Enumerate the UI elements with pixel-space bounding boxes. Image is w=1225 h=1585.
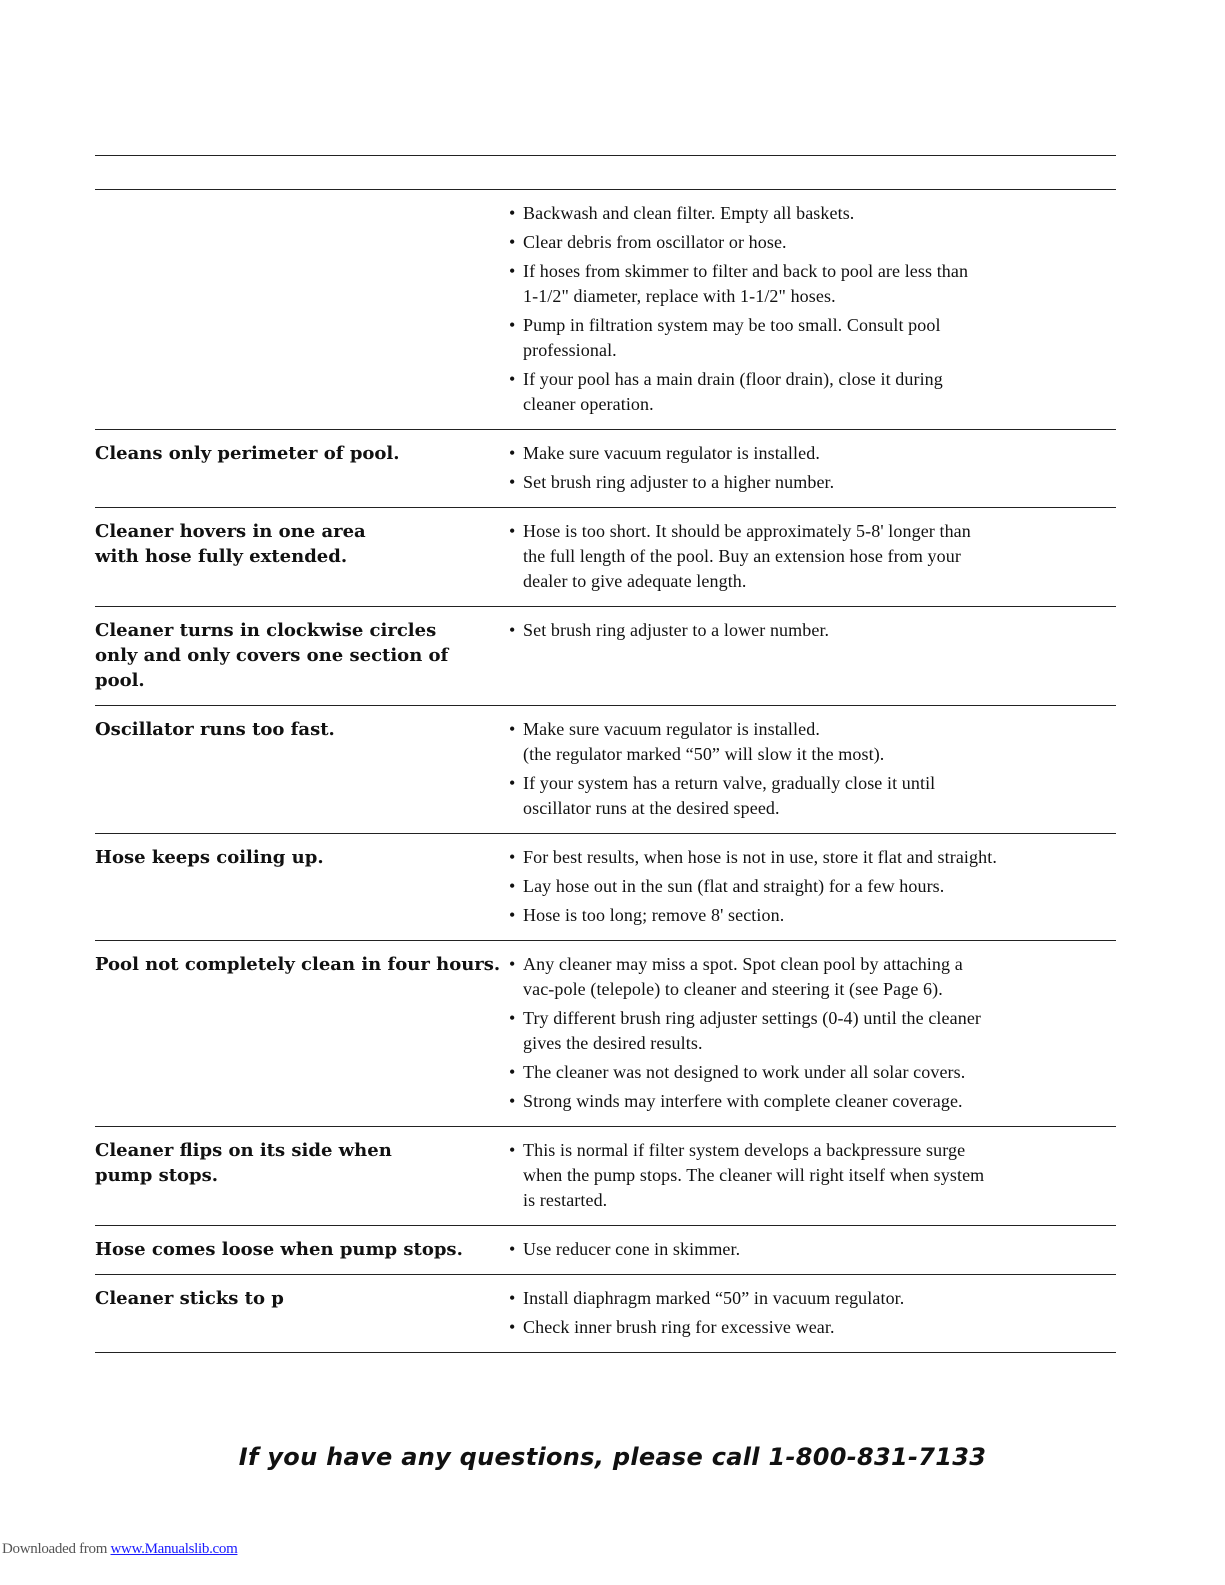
help-line-footer: If you have any questions, please call 1-800-831-7133 (238, 1443, 987, 1471)
solution-text: Pump in filtration system may be too small. Consult pool professional. (523, 315, 941, 360)
solution-text: Try different brush ring adjuster settings (0-4) until the cleaner gives the desired results. (523, 1008, 981, 1053)
solution-text: Lay hose out in the sun (flat and straight) for a few hours. (523, 876, 945, 896)
solution-text: Hose is too short. It should be approximately 5-8' longer than the full length of the pool. Buy an extension hose from your dealer to give adequate length. (523, 521, 971, 591)
bullet-icon: • (509, 847, 516, 867)
table-row (95, 508, 1116, 607)
solution-text: Backwash and clean filter. Empty all baskets. (523, 203, 855, 223)
problem-text: Cleaner flips on its side when pump stops. (95, 1140, 392, 1186)
solution-text: Check inner brush ring for excessive wear. (523, 1317, 835, 1337)
problem-text: Cleans only perimeter of pool. (95, 443, 400, 464)
bullet-icon: • (509, 1008, 516, 1028)
solution-item (507, 952, 1116, 1002)
bullet-icon: • (509, 472, 516, 492)
solution-text: Clear debris from oscillator or hose. (523, 232, 787, 252)
solution-text: This is normal if filter system develops a backpressure surge when the pump stops. The cleaner will right itself when system is restarted. (523, 1140, 985, 1210)
table-row (95, 1127, 1116, 1226)
solution-item (507, 313, 1116, 363)
solution-item (507, 874, 1116, 899)
problem-text: Oscillator runs too fast. (95, 719, 335, 740)
solution-text: The cleaner was not designed to work under all solar covers. (523, 1062, 966, 1082)
solution-item (507, 1060, 1116, 1085)
problem-text: Cleaner hovers in one area with hose fully extended. (95, 521, 366, 567)
solution-item (507, 1237, 1116, 1262)
solution-item (507, 1315, 1116, 1340)
solution-item (507, 618, 1116, 643)
bullet-icon: • (509, 1288, 516, 1308)
bullet-icon: • (509, 719, 516, 739)
bullet-icon: • (509, 1062, 516, 1082)
solution-list (507, 1237, 1116, 1262)
solution-item (507, 717, 1116, 767)
solution-text: Set brush ring adjuster to a higher number. (523, 472, 835, 492)
bullet-icon: • (509, 876, 516, 896)
bullet-icon: • (509, 905, 516, 925)
solution-item (507, 845, 1116, 870)
bullet-icon: • (509, 443, 516, 463)
solution-item (507, 1089, 1116, 1114)
problem-text: Hose keeps coiling up. (95, 847, 324, 868)
table-row (95, 190, 1116, 430)
solution-text: If your system has a return valve, gradually close it until oscillator runs at the desired speed. (523, 773, 936, 818)
solution-item (507, 1286, 1116, 1311)
solution-text: If your pool has a main drain (floor drain), close it during cleaner operation. (523, 369, 943, 414)
solution-text: Set brush ring adjuster to a lower number. (523, 620, 830, 640)
solution-list (507, 618, 1116, 693)
table-row (95, 706, 1116, 834)
table-row (95, 1275, 1116, 1353)
solution-item (507, 1006, 1116, 1056)
problem-text: Cleaner turns in clockwise circles only and only covers one section of pool. (95, 620, 449, 691)
download-source-note (2, 1541, 237, 1558)
table-row (95, 430, 1116, 508)
bullet-icon: • (509, 232, 516, 252)
solution-text: Use reducer cone in skimmer. (523, 1239, 741, 1259)
bullet-icon: • (509, 315, 516, 335)
bullet-icon: • (509, 203, 516, 223)
bullet-icon: • (509, 261, 516, 281)
problem-text: Cleaner sticks to p (95, 1288, 284, 1309)
table-row (95, 1226, 1116, 1275)
solution-item (507, 230, 1116, 255)
solution-list (507, 845, 1116, 928)
solution-list (507, 952, 1116, 1114)
solution-item (507, 903, 1116, 928)
table-row (95, 941, 1116, 1127)
solution-text: Strong winds may interfere with complete cleaner coverage. (523, 1091, 963, 1111)
download-prefix: Downloaded from (2, 1541, 111, 1557)
solution-item (507, 519, 1116, 594)
bullet-icon: • (509, 954, 516, 974)
problem-text: Hose comes loose when pump stops. (95, 1239, 463, 1260)
bullet-icon: • (509, 369, 516, 389)
solution-text: If hoses from skimmer to filter and back to pool are less than 1-1/2" diameter, replace with 1-1/2" hoses. (523, 261, 969, 306)
solution-list (507, 201, 1116, 417)
solution-item (507, 1138, 1116, 1213)
solution-text: Hose is too long; remove 8' section. (523, 905, 785, 925)
solution-list (507, 519, 1116, 594)
solution-item (507, 441, 1116, 466)
solution-list (507, 717, 1116, 821)
solution-text: Make sure vacuum regulator is installed. (the regulator marked “50” will slow it the most). (523, 719, 885, 764)
solution-item (507, 259, 1116, 309)
bullet-icon: • (509, 1091, 516, 1111)
solution-item (507, 470, 1116, 495)
solution-item (507, 771, 1116, 821)
solution-text: Any cleaner may miss a spot. Spot clean pool by attaching a vac-pole (telepole) to cleaner and steering it (see Page 6). (523, 954, 963, 999)
bullet-icon: • (509, 1140, 516, 1160)
bullet-icon: • (509, 773, 516, 793)
manualslib-link[interactable]: www.Manualslib.com (110, 1541, 238, 1557)
bullet-icon: • (509, 521, 516, 541)
solution-text: Install diaphragm marked “50” in vacuum regulator. (523, 1288, 905, 1308)
table-row (95, 834, 1116, 941)
solution-item (507, 367, 1116, 417)
solution-list (507, 1138, 1116, 1213)
solution-text: Make sure vacuum regulator is installed. (523, 443, 820, 463)
bullet-icon: • (509, 620, 516, 640)
solution-list (507, 441, 1116, 495)
problem-text: Pool not completely clean in four hours. (95, 954, 501, 975)
troubleshooting-page (95, 155, 1116, 1353)
solution-list (507, 1286, 1116, 1340)
problem-text (95, 201, 507, 417)
header-rule (95, 155, 1116, 189)
solution-item (507, 201, 1116, 226)
bullet-icon: • (509, 1317, 516, 1337)
bullet-icon: • (509, 1239, 516, 1259)
solution-text: For best results, when hose is not in use, store it flat and straight. (523, 847, 997, 867)
troubleshooting-table (95, 189, 1116, 1353)
table-row (95, 607, 1116, 706)
